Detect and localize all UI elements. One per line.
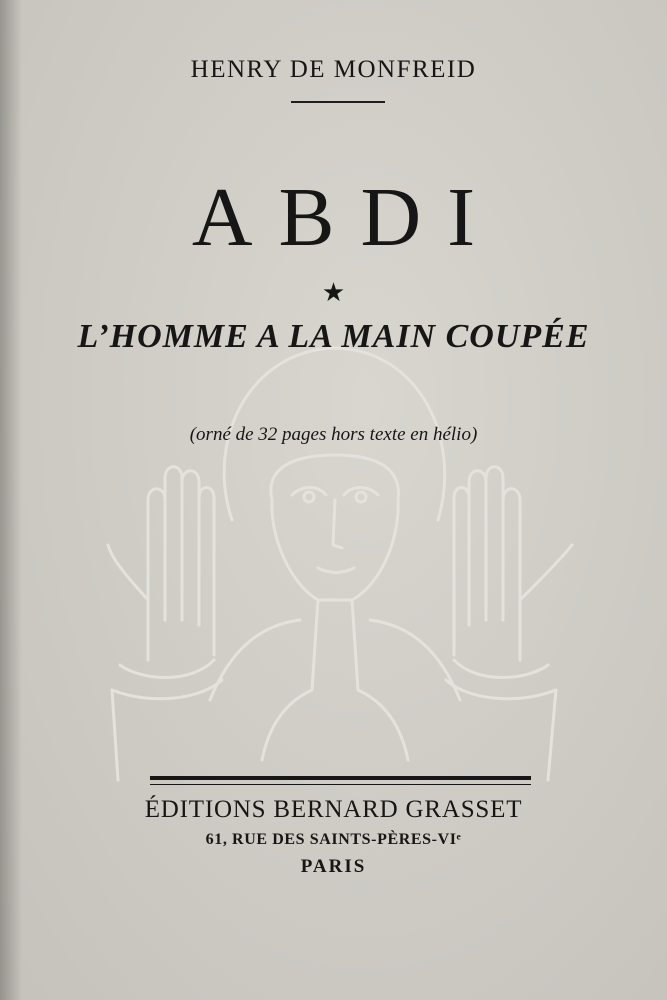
publisher-rule-thin (150, 784, 531, 785)
book-title: ABDI (191, 171, 502, 264)
star-separator: ★ (321, 278, 346, 307)
publisher-city: PARIS (300, 856, 367, 877)
publisher-rule-thick (150, 776, 531, 780)
book-subtitle: L’HOMME A LA MAIN COUPÉE (77, 318, 590, 355)
author-name: HENRY DE MONFREID (190, 56, 477, 83)
publisher-name: ÉDITIONS BERNARD GRASSET (144, 796, 523, 823)
illustration-note: (orné de 32 pages hors texte en hélio) (189, 424, 478, 445)
author-rule (291, 101, 385, 103)
publisher-address: 61, RUE DES SAINTS-PÈRES-VIᵉ (205, 831, 462, 848)
